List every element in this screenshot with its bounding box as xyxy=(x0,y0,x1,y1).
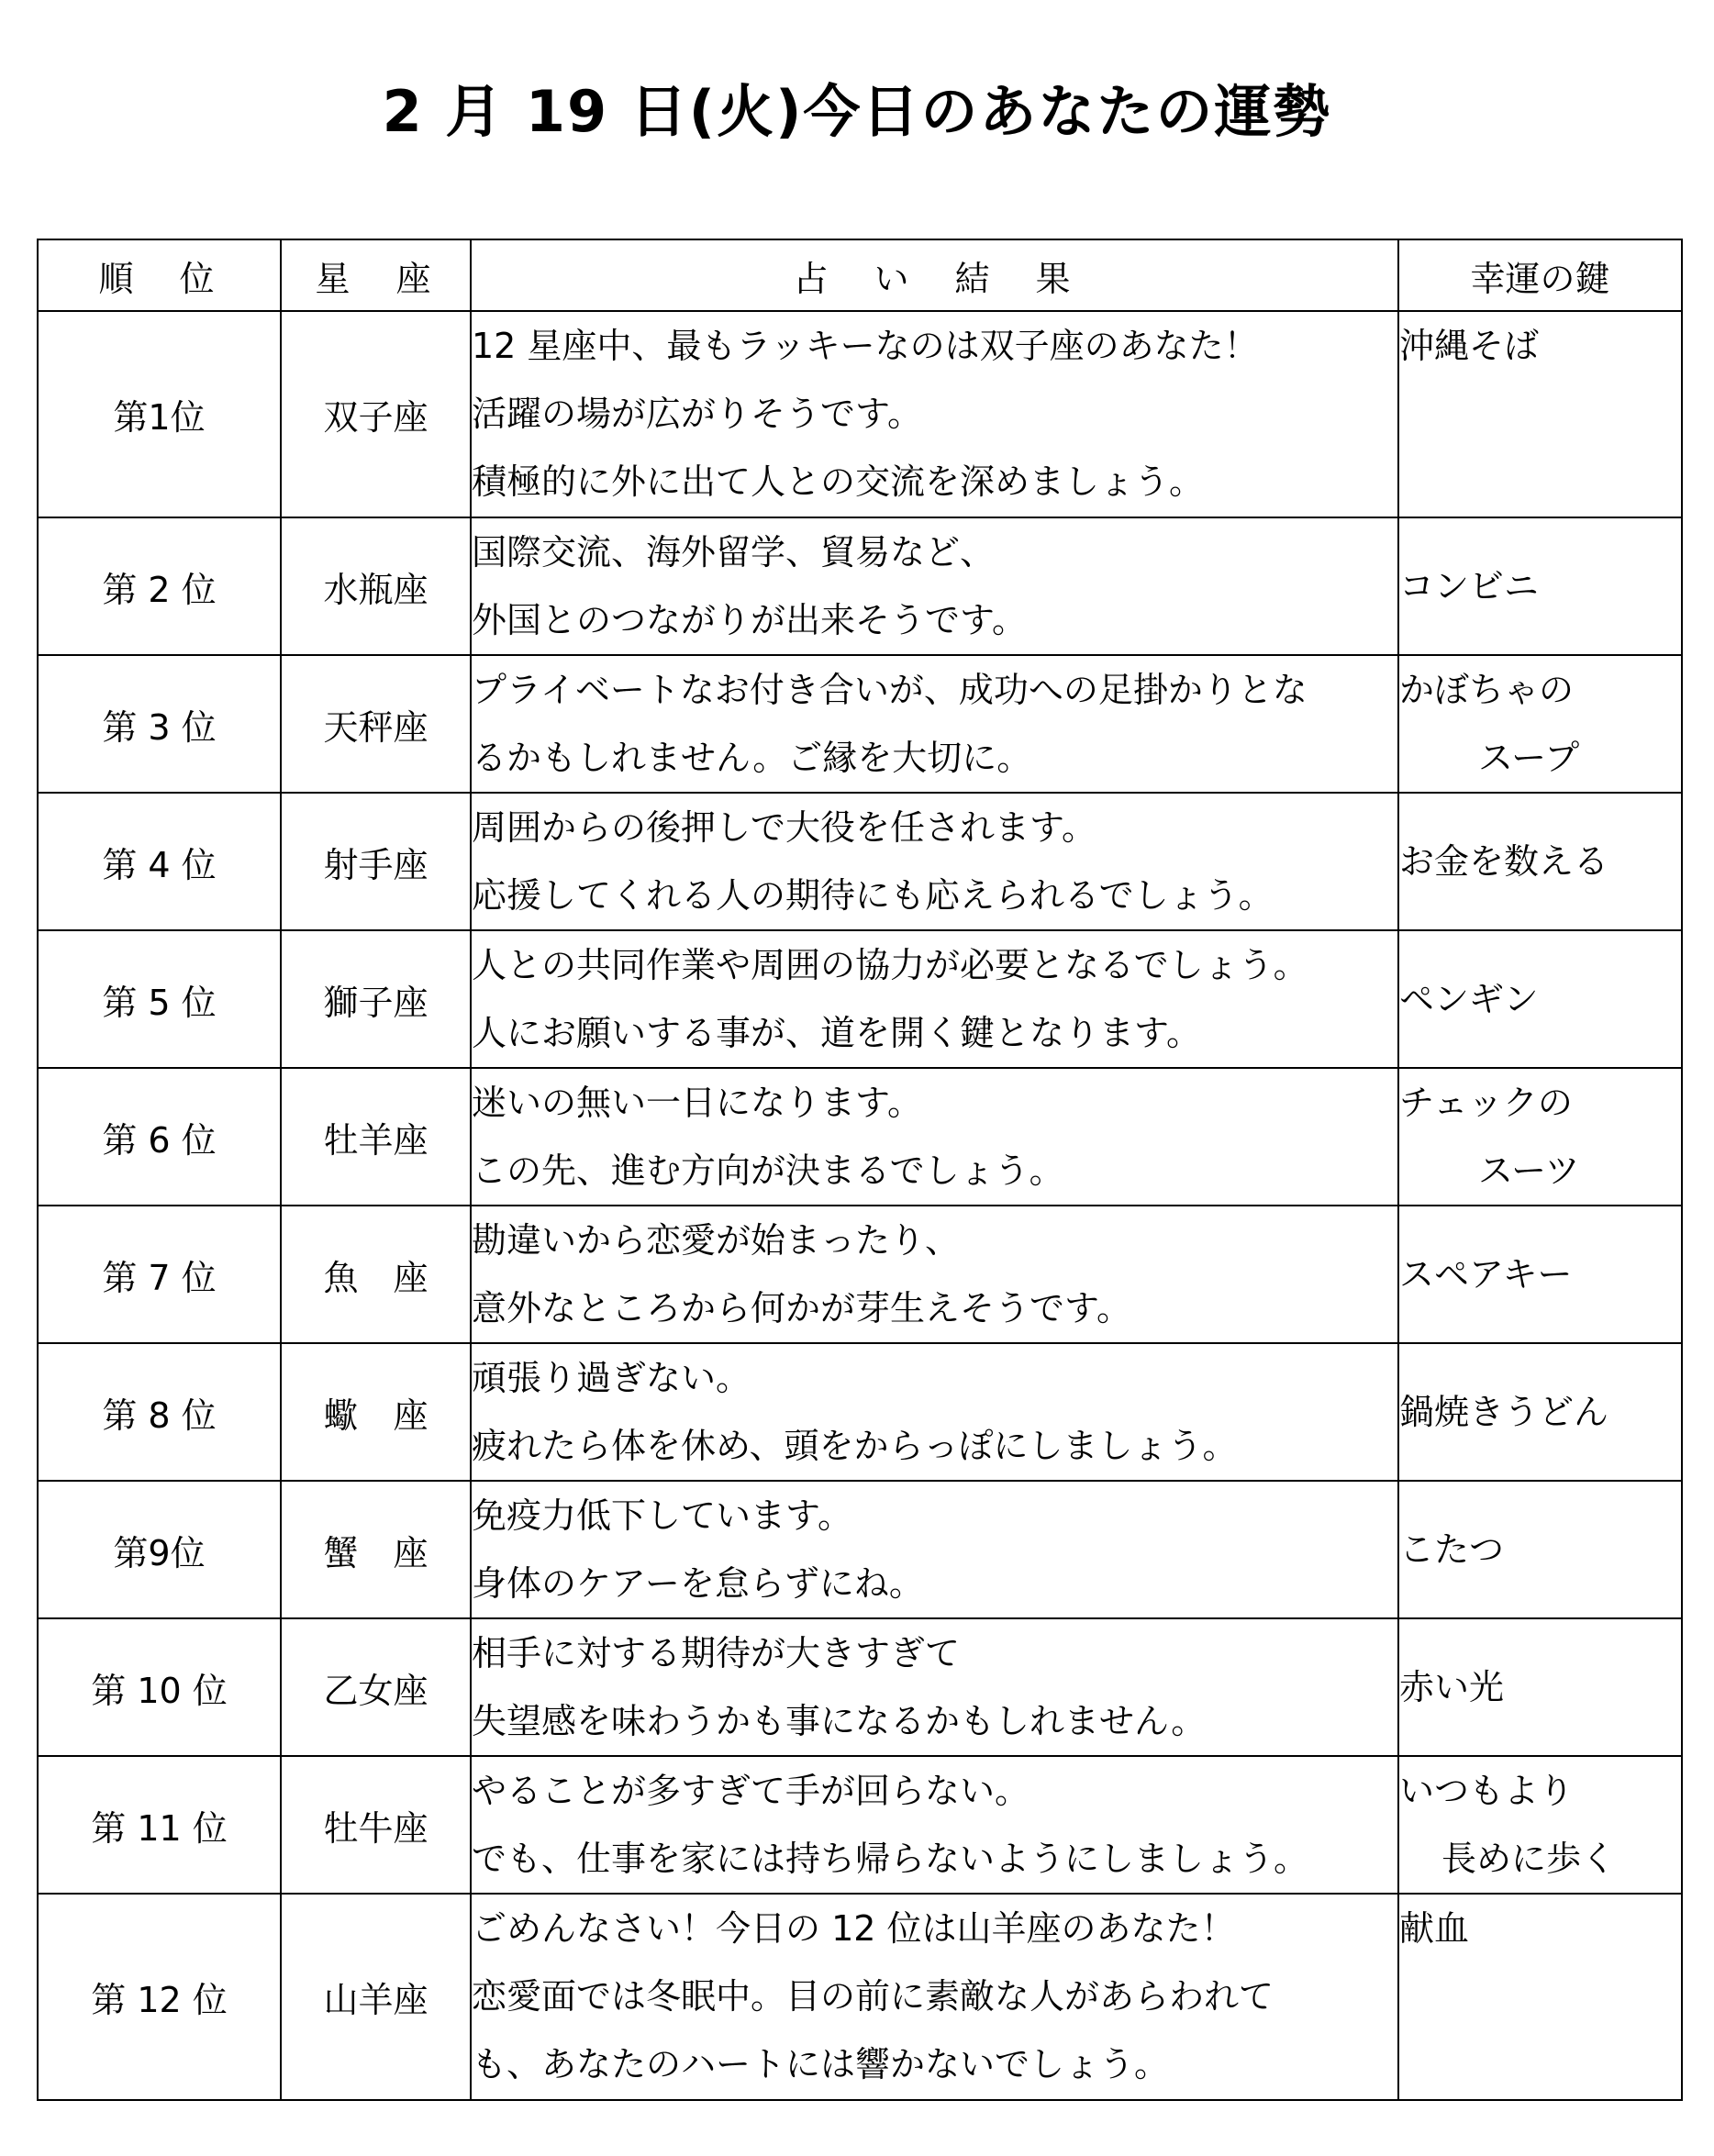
key-cell xyxy=(1398,517,1682,655)
rank-cell: 第 3 位 xyxy=(38,655,281,793)
result-cell xyxy=(471,1343,1398,1481)
table-row xyxy=(38,1068,1682,1206)
result-line: 外国とのつながりが出来そうです。 xyxy=(472,600,1027,640)
sign-cell: 魚 座 xyxy=(281,1206,471,1343)
result-cell xyxy=(471,1068,1398,1206)
table-row xyxy=(38,1756,1682,1894)
sign-cell: 天秤座 xyxy=(281,655,471,793)
key-line: チェックの xyxy=(1399,1083,1573,1123)
result-line: 免疫力低下しています。 xyxy=(472,1495,852,1536)
result-cell xyxy=(471,793,1398,930)
result-cell xyxy=(471,1481,1398,1618)
result-cell xyxy=(471,655,1398,793)
table-row xyxy=(38,655,1682,793)
table-row xyxy=(38,1481,1682,1618)
sign-cell: 蠍 座 xyxy=(281,1343,471,1481)
table-row xyxy=(38,793,1682,930)
header-result: 占 い 結 果 xyxy=(471,239,1398,311)
result-line: 意外なところから何かが芽生えそうです。 xyxy=(472,1288,1131,1328)
key-line: スーツ xyxy=(1478,1150,1580,1191)
key-line: こたつ xyxy=(1399,1529,1505,1570)
header-row xyxy=(38,239,1682,311)
table-row xyxy=(38,517,1682,655)
key-cell xyxy=(1398,1343,1682,1481)
result-cell xyxy=(471,1894,1398,2100)
result-line: ごめんなさい！今日の 12 位は山羊座のあなた！ xyxy=(472,1908,1236,1949)
rank-cell: 第 6 位 xyxy=(38,1068,281,1206)
key-cell xyxy=(1398,311,1682,517)
result-cell xyxy=(471,930,1398,1068)
result-line: るかもしれません。ご縁を大切に。 xyxy=(472,738,1032,778)
header-sign: 星 座 xyxy=(281,239,471,311)
result-cell xyxy=(471,1756,1398,1894)
key-cell xyxy=(1398,655,1682,793)
result-line: 疲れたら体を休め、頭をからっぽにしましょう。 xyxy=(472,1426,1238,1466)
result-line: 応援してくれる人の期待にも応えられるでしょう。 xyxy=(472,875,1274,916)
key-cell xyxy=(1398,1618,1682,1756)
page-title: 2 月 19 日(火)今日のあなたの運勢 xyxy=(382,78,1332,145)
key-line: いつもより xyxy=(1399,1771,1575,1811)
fortune-table xyxy=(37,239,1683,2101)
result-line: やることが多すぎて手が回らない。 xyxy=(472,1771,1030,1811)
sign-cell: 獅子座 xyxy=(281,930,471,1068)
rank-cell: 第 7 位 xyxy=(38,1206,281,1343)
result-line: 国際交流、海外留学、貿易など、 xyxy=(472,532,996,572)
result-cell xyxy=(471,1206,1398,1343)
sign-cell: 乙女座 xyxy=(281,1618,471,1756)
result-line: 12 星座中、最もラッキーなのは双子座のあなた！ xyxy=(472,326,1259,366)
table-row xyxy=(38,311,1682,517)
sign-cell: 射手座 xyxy=(281,793,471,930)
table-row xyxy=(38,1618,1682,1756)
rank-cell: 第1位 xyxy=(38,311,281,517)
key-cell xyxy=(1398,1481,1682,1618)
rank-cell: 第9位 xyxy=(38,1481,281,1618)
result-line: 恋愛面では冬眠中。目の前に素敵な人があらわれて xyxy=(472,1976,1274,2017)
key-cell xyxy=(1398,930,1682,1068)
key-line: スペアキー xyxy=(1399,1254,1573,1295)
rank-cell: 第 2 位 xyxy=(38,517,281,655)
result-line: 周囲からの後押しで大役を任されます。 xyxy=(472,807,1096,848)
rank-cell: 第 5 位 xyxy=(38,930,281,1068)
key-line: スープ xyxy=(1478,738,1580,778)
key-line: 沖縄そば xyxy=(1399,326,1540,366)
key-line: かぼちゃの xyxy=(1399,670,1575,710)
key-line: お金を数える xyxy=(1399,841,1609,882)
key-cell xyxy=(1398,1756,1682,1894)
result-line: 勘違いから恋愛が始まったり、 xyxy=(472,1220,961,1261)
result-line: 身体のケアーを怠らずにね。 xyxy=(472,1563,924,1604)
rank-cell: 第 8 位 xyxy=(38,1343,281,1481)
rank-cell: 第 4 位 xyxy=(38,793,281,930)
header-rank: 順 位 xyxy=(38,239,281,311)
key-line: ペンギン xyxy=(1399,979,1539,1019)
table-row xyxy=(38,1206,1682,1343)
sign-cell: 牡牛座 xyxy=(281,1756,471,1894)
table-row xyxy=(38,930,1682,1068)
result-line: 人にお願いする事が、道を開く鍵となります。 xyxy=(472,1013,1201,1053)
header-key: 幸運の鍵 xyxy=(1398,239,1682,311)
result-cell xyxy=(471,517,1398,655)
result-line: プライベートなお付き合いが、成功への足掛かりとな xyxy=(472,670,1308,710)
sign-cell: 双子座 xyxy=(281,311,471,517)
table-row xyxy=(38,1343,1682,1481)
key-line: 献血 xyxy=(1399,1908,1470,1949)
result-line: 積極的に外に出て人との交流を深めましょう。 xyxy=(472,461,1205,502)
result-line: 人との共同作業や周囲の協力が必要となるでしょう。 xyxy=(472,945,1308,985)
result-line: でも、仕事を家には持ち帰らないようにしましょう。 xyxy=(472,1839,1309,1879)
result-line: 失望感を味わうかも事になるかもしれません。 xyxy=(472,1701,1207,1741)
rank-cell: 第 11 位 xyxy=(38,1756,281,1894)
result-cell xyxy=(471,311,1398,517)
result-line: も、あなたのハートには響かないでしょう。 xyxy=(472,2044,1170,2084)
result-line: 迷いの無い一日になります。 xyxy=(472,1083,922,1123)
result-cell xyxy=(471,1618,1398,1756)
key-cell xyxy=(1398,793,1682,930)
table-row xyxy=(38,1894,1682,2100)
key-cell xyxy=(1398,1894,1682,2100)
key-line: 赤い光 xyxy=(1399,1667,1505,1707)
sign-cell: 山羊座 xyxy=(281,1894,471,2100)
sign-cell: 水瓶座 xyxy=(281,517,471,655)
key-line: 長めに歩く xyxy=(1441,1839,1617,1879)
result-line: 相手に対する期待が大きすぎて xyxy=(472,1633,961,1673)
result-line: 頑張り過ぎない。 xyxy=(472,1358,751,1398)
sign-cell: 蟹 座 xyxy=(281,1481,471,1618)
key-cell xyxy=(1398,1206,1682,1343)
key-line: 鍋焼きうどん xyxy=(1399,1392,1609,1432)
rank-cell: 第 12 位 xyxy=(38,1894,281,2100)
key-cell xyxy=(1398,1068,1682,1206)
result-line: 活躍の場が広がりそうです。 xyxy=(472,394,922,434)
key-line: コンビニ xyxy=(1399,566,1540,606)
sign-cell: 牡羊座 xyxy=(281,1068,471,1206)
result-line: この先、進む方向が決まるでしょう。 xyxy=(472,1150,1064,1191)
rank-cell: 第 10 位 xyxy=(38,1618,281,1756)
